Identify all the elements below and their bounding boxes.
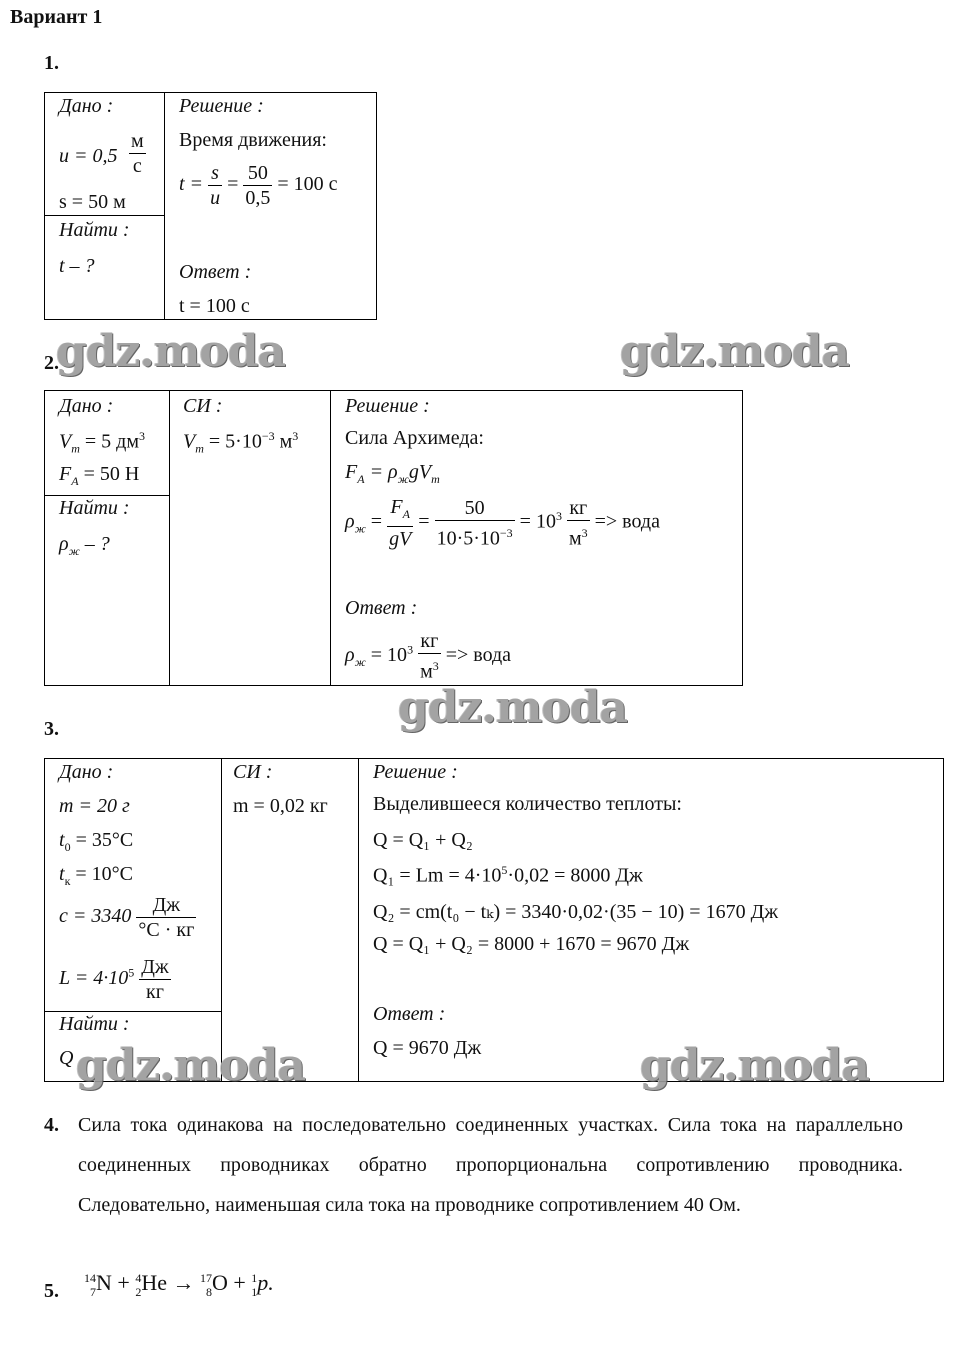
task3-given-tk: $t_к = 10^\circ С$ xyxy=(59,863,134,888)
task3-eq1: Q = Q₁ + Q₂ xyxy=(373,829,473,851)
task1-find-label: Найти : xyxy=(59,219,130,241)
task2-given-F: $F_A = 50$ Н xyxy=(59,463,140,488)
watermark-5: gdz.moda xyxy=(640,1040,870,1091)
task2-number: 2. xyxy=(44,352,59,374)
task1-given-s: s = 50 м xyxy=(59,191,126,213)
task2-solution-text: Сила Архимеда: xyxy=(345,427,484,449)
task3-given-L: $L = 4\cdot 10^5$ $\frac{Дж}{кг}$ xyxy=(59,956,169,1003)
task1-table xyxy=(44,92,377,320)
task2-si-V: $V_m = 5\cdot 10^{-3}$ $м^3$ xyxy=(183,429,299,456)
task2-find-rho: $\rho_ж$ – ? xyxy=(59,533,110,558)
task2-si-label: СИ : xyxy=(183,395,223,417)
task3-si-label: СИ : xyxy=(233,761,273,783)
task1-number: 1. xyxy=(44,52,59,74)
task3-answer-label: Ответ : xyxy=(373,1003,446,1025)
task3-solution-label: Решение : xyxy=(373,761,458,783)
task3-eq2: $Q_1 = Lm = 4\cdot 10^5\cdot 0,02 = 8000$ Дж xyxy=(373,863,643,887)
task3-eq4: Q = Q₁ + Q₂ = 8000 + 1670 = 9670 Дж xyxy=(373,933,690,955)
task3-given-t0: $t_0 = 35^\circ С$ xyxy=(59,829,134,854)
task1-answer-label: Ответ : xyxy=(179,261,252,283)
task5-reaction: 14 7N + 4 2He → 17 8O + 1 1p. xyxy=(84,1270,274,1299)
task5-number: 5. xyxy=(44,1280,59,1302)
task1-solution-label: Решение : xyxy=(179,95,264,117)
task3-table xyxy=(44,758,944,1082)
task3-given-c: c = 3340 $\frac{Дж}{^\circ С \cdot кг}$ xyxy=(59,894,195,941)
task3-number: 3. xyxy=(44,718,59,740)
task2-table xyxy=(44,390,743,686)
task2-given-label: Дано : xyxy=(59,395,114,417)
task4-text: Сила тока одинакова на последовательно соединенных участках. Сила тока на параллельно соединенных проводниках обратно пропорциональна сопротивлению проводника. Следовательно, наименьшая сила тока на проводнике сопротивлением 40 Ом. xyxy=(78,1114,903,1216)
task3-eq3: Q₂ = cm(t₀ − tₖ) = 3340·0,02·(35 − 10) = 1670 Дж xyxy=(373,901,779,923)
task3-si-m: m = 0,02 кг xyxy=(233,795,328,817)
task2-eq1: $F_A = \rho_жgV_m$ xyxy=(345,461,440,486)
task2-eq2: $\rho_ж$ = $\frac{F_A}{gV}$ = $\frac{50}{10\cdot 5\cdot 10^{-3}}$ = $10^3$ $\frac{кг}{м^3}$ => вода xyxy=(345,496,660,550)
page-title: Вариант 1 xyxy=(10,6,103,28)
task1-find-t: t – ? xyxy=(59,255,95,277)
task2-answer-label: Ответ : xyxy=(345,597,418,619)
task3-answer: Q = 9670 Дж xyxy=(373,1037,482,1059)
task3-find-label: Найти : xyxy=(59,1013,130,1035)
task4-number: 4. xyxy=(44,1114,59,1136)
watermark-1: gdz.moda xyxy=(56,326,286,377)
task3-find-q: Q xyxy=(59,1047,74,1069)
task1-formula: t = $\frac{s}{u}$ = $\frac{50}{0,5}$ = 100 с xyxy=(179,162,338,209)
task1-solution-text: Время движения: xyxy=(179,129,327,151)
task2-find-label: Найти : xyxy=(59,497,130,519)
task3-given-label: Дано : xyxy=(59,761,114,783)
task3-given-m: m = 20 г xyxy=(59,795,130,817)
task1-unit-fraction: $\frac{м}{с}$ xyxy=(131,130,144,177)
task1-given-u: u = 0,5 xyxy=(59,145,118,167)
task2-answer: $\rho_ж = 10^3$ $\frac{кг}{м^3}$ => вода xyxy=(345,630,512,683)
task2-solution-label: Решение : xyxy=(345,395,430,417)
watermark-2: gdz.moda xyxy=(620,326,850,377)
task2-given-V: $V_m = 5$ $дм^3$ xyxy=(59,429,146,456)
task3-solution-text: Выделившееся количество теплоты: xyxy=(373,793,682,815)
task1-given-label: Дано : xyxy=(59,95,114,117)
watermark-3: gdz.moda xyxy=(398,682,628,733)
watermark-4: gdz.moda xyxy=(76,1040,306,1091)
task1-answer: t = 100 с xyxy=(179,295,250,317)
